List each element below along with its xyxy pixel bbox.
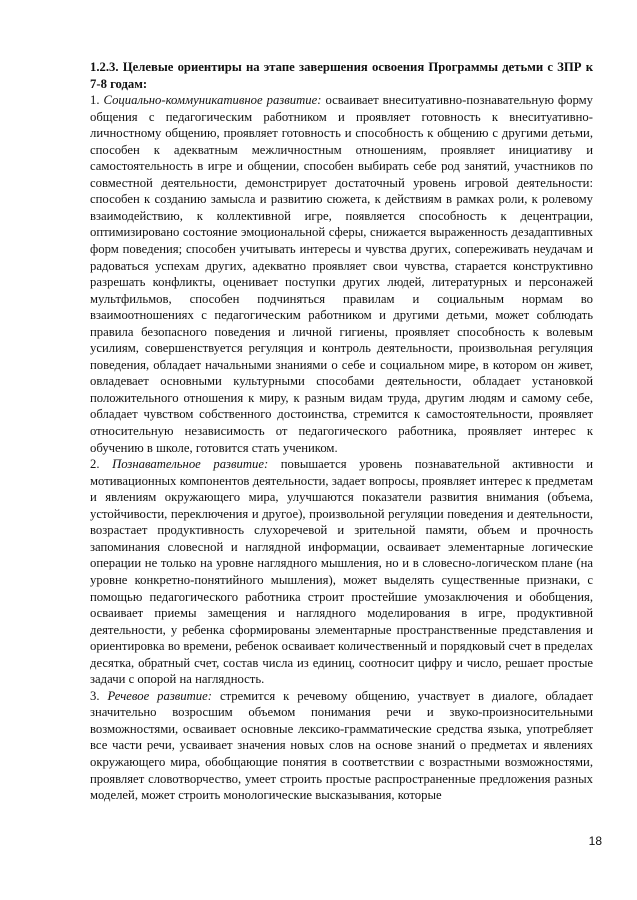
paragraph-term: Речевое развитие: xyxy=(107,688,212,703)
paragraph-term: Социально-коммуникативное развитие: xyxy=(103,93,322,108)
paragraph-speech xyxy=(90,688,593,804)
section-heading: 1.2.3. Целевые ориентиры на этапе завершения освоения Программы детьми с ЗПР к 7-8 годам: xyxy=(90,60,593,91)
page-content xyxy=(90,59,593,804)
paragraph-cognitive xyxy=(90,456,593,688)
paragraph-text: осваивает внеситуативно-познавательную форму общения с педагогическим работником и проявляет готовность к внеситуативно-личностному общению, проявляет готовность и способность к общению с другими детьми, способен к адекватным межличностным отношениям, проявляет инициативу и самостоятельность в игре и общении, способен выбирать себе род занятий, участников по совместной деятельности, демонстрирует достаточный уровень игровой деятельности: способен к созданию замысла и развитию сюжета, к действиям в рамках роли, к ролевому взаимодействию, к коллективной игре, появляется способность к децентрации, оптимизировано состояние эмоциональной сферы, снижается выраженность дезадаптивных форм поведения; способен учитывать интересы и чувства других, сопереживать неудачам и радоваться успехам других, адекватно проявляет свои чувства, старается конструктивно разрешать конфликты, оценивает поступки других людей, литературных и персонажей мультфильмов, способен подчиняться правилам и социальным нормам во взаимоотношениях с педагогическим работником и другими детьми, может соблюдать правила безопасного поведения и личной гигиены, проявляет способность к волевым усилиям, совершенствуется регуляция и контроль деятельности, произвольная регуляция поведения, обладает начальными знаниями о себе и социальном мире, в котором он живет, овладевает основными культурными способами деятельности, обладает установкой положительного отношения к миру, к разным видам труда, другим людям и самому себе, обладает чувством собственного достоинства, стремится к самостоятельности, проявляет относительную независимость от педагогического работника, проявляет интерес к обучению в школе, готовится стать учеником. xyxy=(90,93,594,455)
paragraph-social xyxy=(90,92,593,456)
paragraph-number: 3. xyxy=(90,688,100,703)
paragraph-number: 1. xyxy=(90,93,100,108)
paragraph-text: повышается уровень познавательной активности и мотивационных компонентов деятельности, задает вопросы, проявляет интерес к предметам и явлениям окружающего мира, улучшаются показатели развития внимания (объема, устойчивости, переключения и другое), произвольной регуляции поведения и деятельности, возрастает продуктивность слухоречевой и зрительной памяти, объем и прочность запоминания словесной и наглядной информации, осваивает элементарные логические операции не только на уровне наглядного мышления, но и в словесно-логическом плане (на уровне конкретно-понятийного мышления), может выделять существенные признаки, с помощью педагогического работника строит простейшие умозаключения и обобщения, осваивает приемы замещения и наглядного моделирования в игре, продуктивной деятельности, у ребенка сформированы элементарные пространственные представления и ориентировка во времени, ребенок осваивает количественный и порядковый счет в пределах десятка, обратный счет, состав числа из единиц, соотносит цифру и число, решает простые задачи с опорой на наглядность. xyxy=(90,457,593,687)
paragraph-number: 2. xyxy=(90,457,100,472)
paragraph-term: Познавательное развитие: xyxy=(112,457,269,472)
page-number: 18 xyxy=(588,834,602,848)
paragraph-text: стремится к речевому общению, участвует в диалоге, обладает значительно возросшим объемом понимания речи и звуко-произносительными возможностями, осваивает основные лексико-грамматические средства языка, употребляет все части речи, усваивает значения новых слов на основе знаний о предметах и явлениях окружающего мира, обобщающие понятия в соответствии с возрастными возможностями, проявляет словотворчество, умеет строить простые распространенные предложения разных моделей, может строить монологические высказывания, которые xyxy=(90,688,594,803)
